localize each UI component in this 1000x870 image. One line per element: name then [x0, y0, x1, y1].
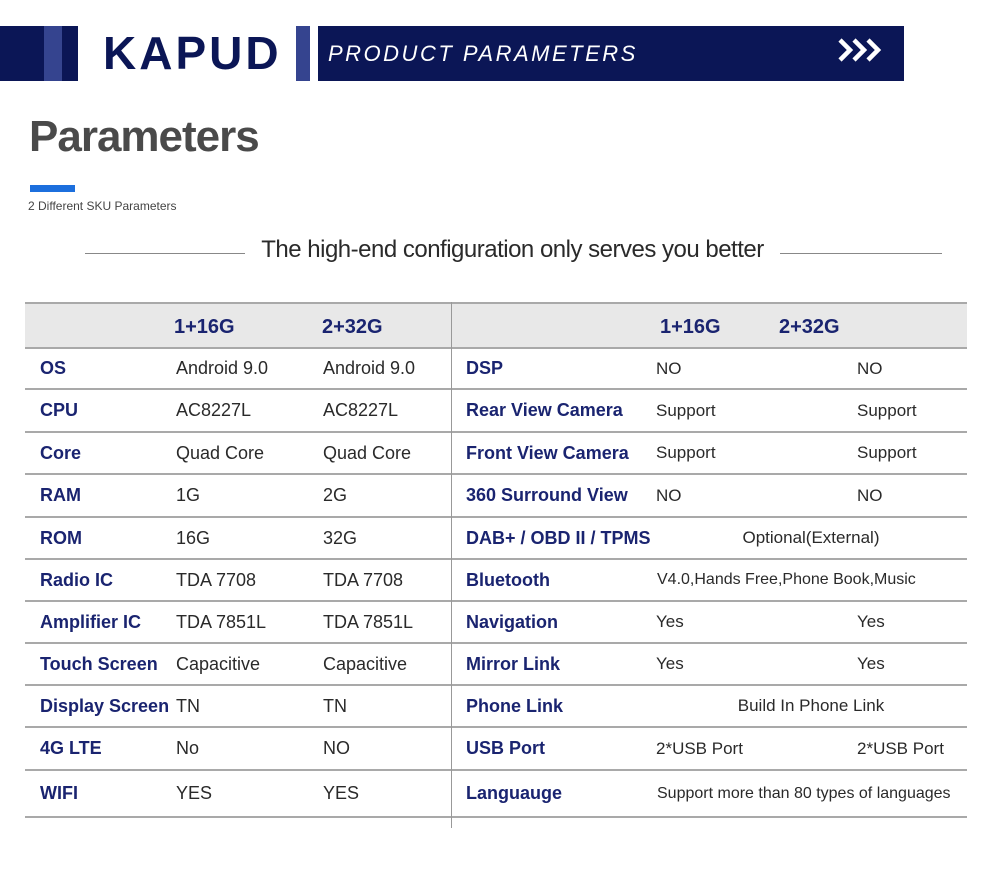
spec-value: Capacitive [176, 654, 261, 674]
spec-label: OS [40, 358, 67, 378]
table-row [25, 728, 967, 771]
header-sku-2: 2+32G [322, 316, 383, 338]
spec-label: Front View Camera [466, 443, 629, 463]
spec-label: Amplifier IC [40, 612, 142, 632]
spec-label: Languauge [466, 783, 563, 803]
spec-value: TDA 7851L [176, 612, 267, 632]
spec-value: Quad Core [176, 443, 265, 463]
spec-table [25, 302, 967, 828]
spec-value: YES [323, 783, 360, 803]
spec-value: TDA 7708 [176, 570, 257, 590]
spec-label: DSP [466, 358, 504, 378]
spec-value: Yes [857, 612, 885, 631]
banner-stripe [44, 26, 62, 81]
spec-label: Mirror Link [466, 654, 561, 674]
spec-value-merged: V4.0,Hands Free,Phone Book,Music [657, 571, 916, 588]
spec-label: Rear View Camera [466, 400, 623, 420]
spec-value-merged: Optional(External) [742, 528, 880, 547]
spec-value: 32G [323, 528, 358, 548]
spec-value: Quad Core [323, 443, 412, 463]
sku-label: 2 Different SKU Parameters [28, 199, 177, 213]
table-row [25, 686, 967, 728]
spec-label: Display Screen [40, 696, 170, 716]
table-row [25, 518, 967, 560]
spec-label: 360 Surround View [466, 485, 628, 505]
column-divider [451, 302, 452, 828]
spec-label: RAM [40, 485, 81, 505]
spec-value: TDA 7851L [323, 612, 414, 632]
spec-value: NO [656, 359, 682, 378]
spec-value: Support [857, 401, 917, 420]
spec-value: YES [176, 783, 213, 803]
divider-line [780, 253, 942, 254]
spec-value: NO [656, 486, 682, 505]
spec-value: No [176, 738, 200, 758]
spec-value: NO [323, 738, 350, 758]
spec-value: TDA 7708 [323, 570, 404, 590]
spec-label: USB Port [466, 738, 546, 758]
table-row [25, 349, 967, 390]
spec-label: Navigation [466, 612, 559, 632]
spec-value: AC8227L [323, 400, 399, 420]
spec-value: TN [323, 696, 347, 716]
spec-value: Android 9.0 [176, 358, 269, 378]
table-row [25, 771, 967, 818]
spec-value: Support [656, 443, 716, 462]
tagline: The high-end configuration only serves you better [261, 236, 764, 263]
table-row [25, 433, 967, 475]
table-row [25, 602, 967, 644]
spec-label: Radio IC [40, 570, 114, 590]
spec-value: Capacitive [323, 654, 408, 674]
spec-value: Android 9.0 [323, 358, 416, 378]
table-row [25, 475, 967, 518]
banner-title: PRODUCT PARAMETERS [328, 41, 638, 66]
spec-value: Yes [857, 654, 885, 673]
table-header [25, 302, 967, 349]
spec-value: AC8227L [176, 400, 252, 420]
header-sku-1: 1+16G [660, 316, 721, 338]
spec-value: NO [857, 486, 883, 505]
page-title: Parameters [29, 112, 259, 161]
spec-label: Phone Link [466, 696, 564, 716]
spec-label: Touch Screen [40, 654, 158, 674]
header-sku-2: 2+32G [779, 316, 840, 338]
spec-value: Yes [656, 654, 684, 673]
spec-label: 4G LTE [40, 738, 102, 758]
spec-value: Support [857, 443, 917, 462]
triple-chevron-right-icon [838, 38, 888, 62]
spec-value: 2*USB Port [656, 739, 743, 758]
table-row [25, 390, 967, 433]
spec-value: 16G [176, 528, 211, 548]
spec-label: WIFI [40, 783, 78, 803]
spec-label: Bluetooth [466, 570, 550, 590]
spec-value: NO [857, 359, 883, 378]
spec-value: 1G [176, 485, 201, 505]
spec-value-merged: Build In Phone Link [737, 696, 885, 715]
header-sku-1: 1+16G [174, 316, 235, 338]
brand-logo: KAPUD [103, 27, 282, 79]
spec-value: 2G [323, 485, 348, 505]
table-row [25, 560, 967, 602]
banner-stripe [0, 26, 44, 81]
spec-label: ROM [40, 528, 82, 548]
spec-label: Core [40, 443, 82, 463]
spec-value: Yes [656, 612, 684, 631]
table-row [25, 644, 967, 686]
banner-stripe [62, 26, 78, 81]
spec-value: TN [176, 696, 200, 716]
accent-bar [30, 185, 75, 192]
spec-value-merged: Support more than 80 types of languages [657, 785, 951, 802]
banner-stripe [296, 26, 310, 81]
divider-line [85, 253, 245, 254]
spec-value: Support [656, 401, 716, 420]
spec-label: CPU [40, 400, 79, 420]
spec-label: DAB+ / OBD II / TPMS [466, 528, 651, 548]
spec-value: 2*USB Port [857, 739, 944, 758]
